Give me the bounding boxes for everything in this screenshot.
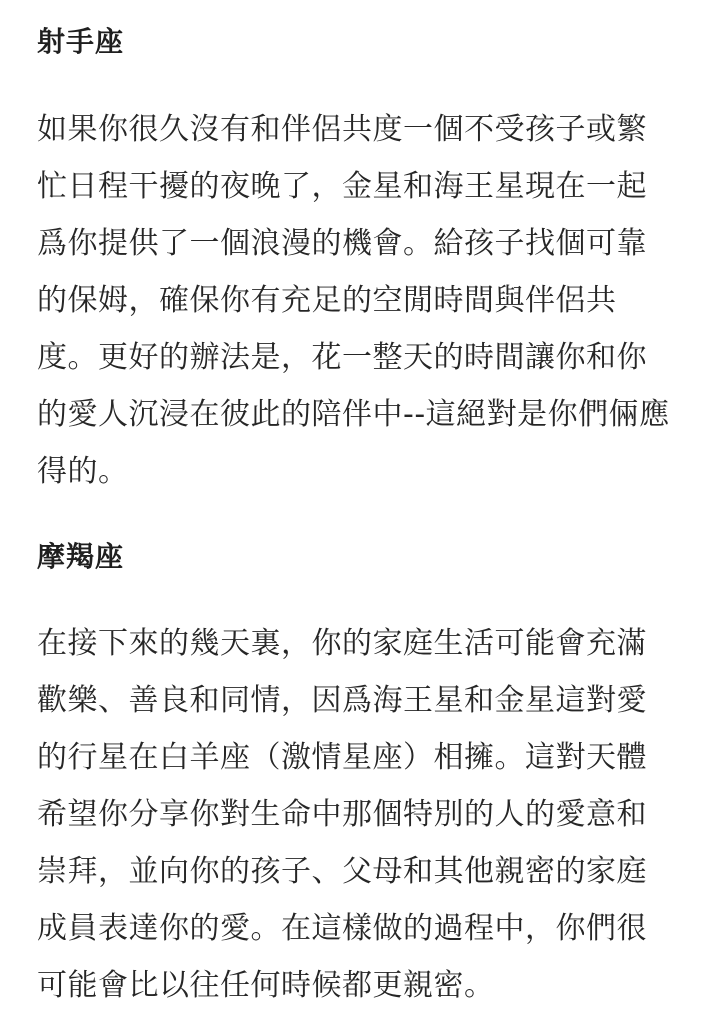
section-body-capricorn: 在接下來的幾天裏，你的家庭生活可能會充滿歡樂、善良和同情，因爲海王星和金星這對愛的行星在白羊座（激情星座）相擁。這對天體希望你分享你對生命中那個特別的人的愛意和崇拜，並向你的孩子、父母和其他親密的家庭成員表達你的愛。在這樣做的過程中，你們很可能會比以往任何時候都更親密。 <box>37 626 647 1003</box>
section-body-sagittarius: 如果你很久沒有和伴侶共度一個不受孩子或繁忙日程干擾的夜晚了，金星和海王星現在一起爲你提供了一個浪漫的機會。給孩子找個可靠的保姆，確保你有充足的空閒時間與伴侶共度。更好的辦法是，花一整天的時間讓你和你的愛人沉浸在彼此的陪伴中--這絕對是你們倆應得的。 <box>37 112 670 489</box>
section-heading-sagittarius: 射手座 <box>37 25 125 58</box>
section-heading-capricorn: 摩羯座 <box>37 540 125 573</box>
